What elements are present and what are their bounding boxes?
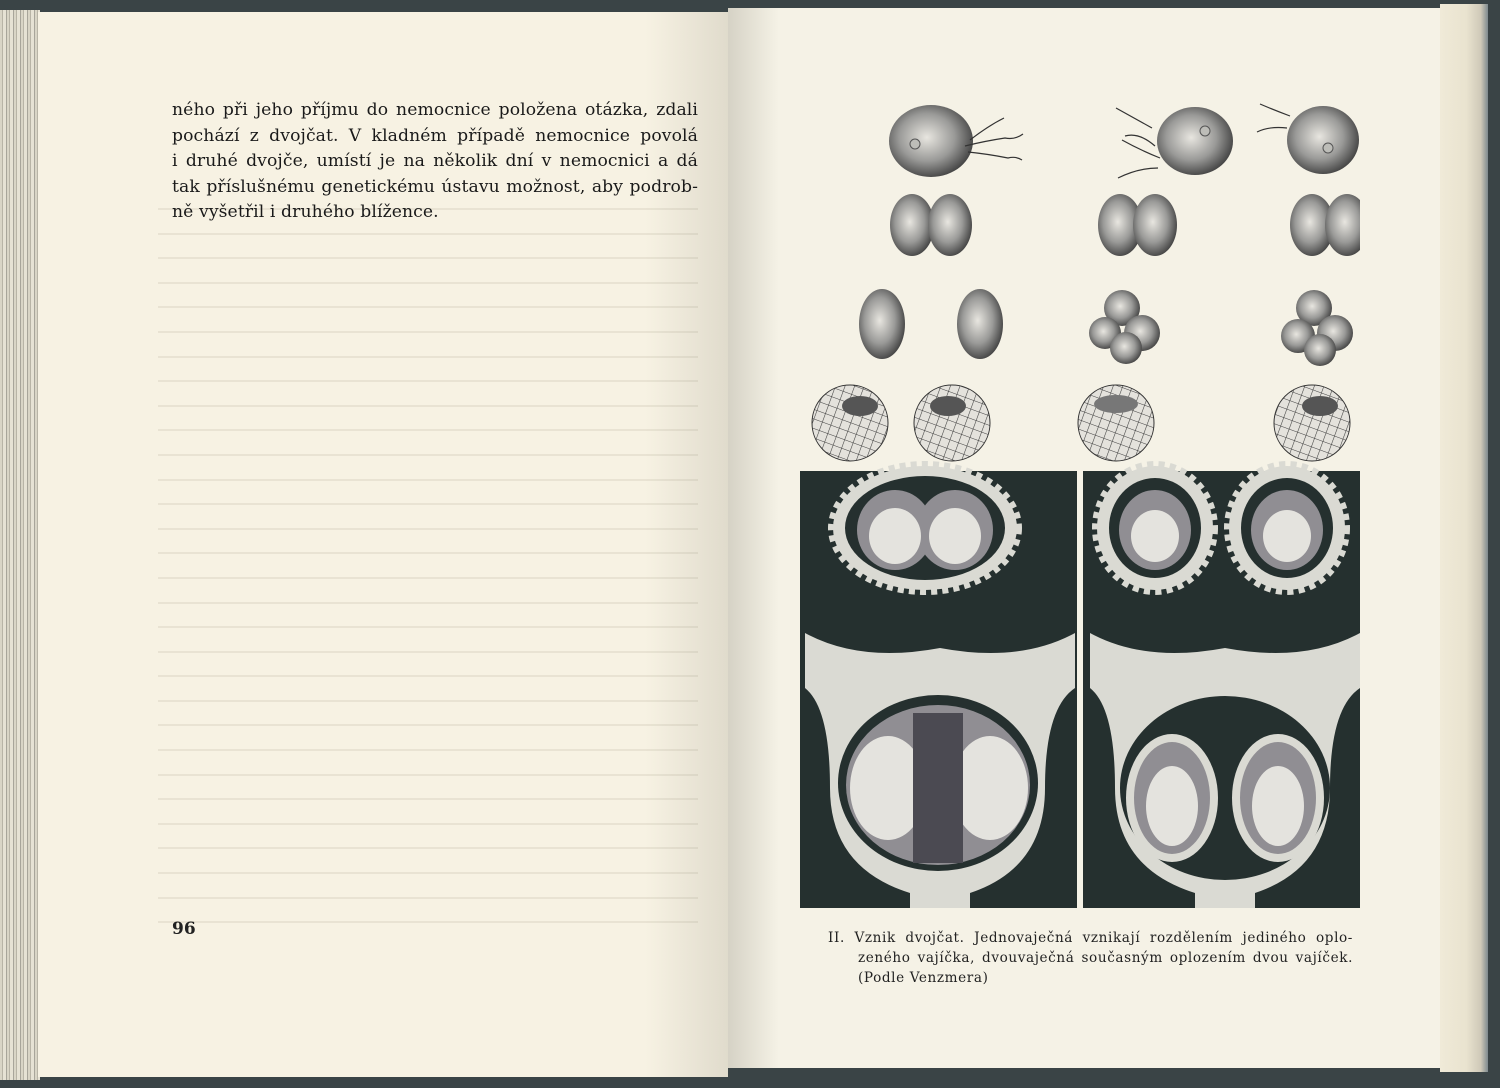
caption-line: zeného vajíčka, dvouvaječná současným oplozením dvou vajíček. xyxy=(858,950,1353,966)
text-line: ně vyšetřil i druhého blížence. xyxy=(172,202,439,223)
blastocyst-row xyxy=(812,385,1350,461)
egg-cell xyxy=(889,105,973,177)
left-page xyxy=(38,12,728,1077)
text-line: tak příslušnému genetickému ústavu možnost, aby podrob- xyxy=(172,176,698,197)
show-through-texture xyxy=(158,208,698,946)
page-stack-edge-left xyxy=(0,10,40,1080)
egg-cell xyxy=(1287,106,1359,174)
caption-line: II. Vznik dvojčat. Jednovaječná vznikají rozdělením jediného oplo- xyxy=(828,930,1353,946)
cleavage-row xyxy=(859,289,1353,366)
fertilization-row xyxy=(889,104,1359,178)
sperm-cells xyxy=(965,118,1023,160)
text-line: i druhé dvojče, umístí je na několik dní v nemocnici a dá xyxy=(172,151,698,172)
page-stack-edge-right xyxy=(1440,4,1488,1072)
sperm-cells xyxy=(1257,104,1290,132)
caption-line: (Podle Venzmera) xyxy=(858,970,989,986)
text-line: pochází z dvojčat. V kladném případě nemocnice povolá xyxy=(172,125,698,146)
two-cell-row xyxy=(890,194,1360,256)
figure-illustration xyxy=(800,88,1360,908)
sperm-cells xyxy=(1116,108,1160,178)
figure-caption xyxy=(828,928,1353,988)
monozygotic-plate xyxy=(800,466,1077,908)
page-number: 96 xyxy=(172,919,196,939)
body-paragraph xyxy=(172,98,698,226)
plate-divider xyxy=(1077,471,1083,908)
dizygotic-plate xyxy=(1083,466,1360,908)
text-line: ného při jeho příjmu do nemocnice položena otázka, zdali xyxy=(172,100,698,120)
right-page xyxy=(728,8,1454,1068)
egg-cell xyxy=(1157,107,1233,175)
twin-formation-figure xyxy=(800,88,1360,908)
